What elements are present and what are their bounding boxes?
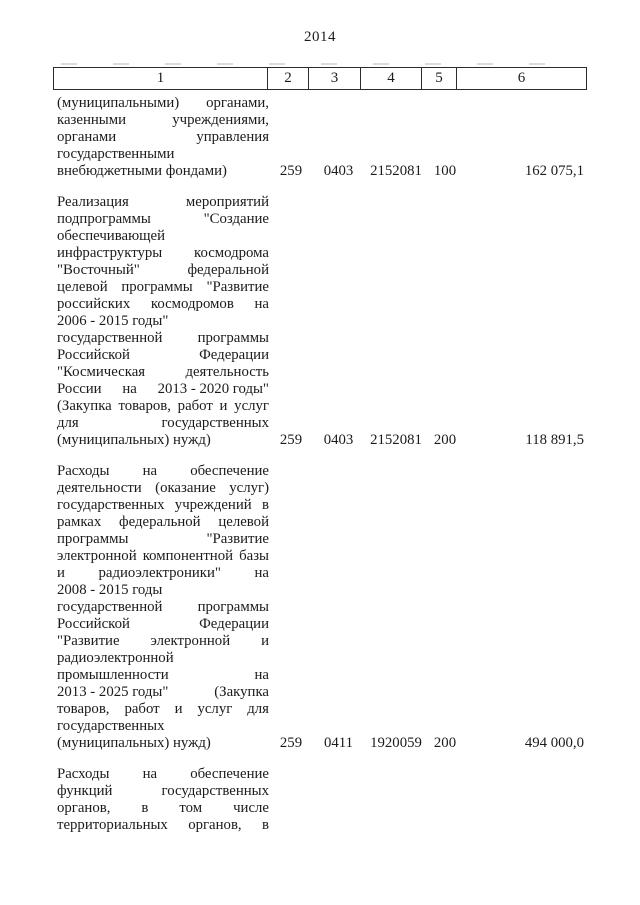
word: Реализация [57, 194, 129, 210]
page-number: 2014 [304, 29, 336, 45]
word: работ [124, 701, 160, 717]
word: государственной [57, 599, 163, 615]
text-line [57, 783, 269, 800]
word: функций [57, 783, 113, 799]
text-line [57, 531, 269, 548]
text-line: внебюджетными фондами) [57, 163, 227, 179]
word: казенными [57, 112, 127, 128]
word: услуг [234, 398, 269, 414]
table-row [53, 463, 587, 752]
program-name-cell [53, 194, 270, 449]
word: российских [57, 296, 131, 312]
header-cell-3: 3 [309, 68, 361, 89]
word: Российской [57, 347, 130, 363]
word: подпрограммы [57, 211, 151, 227]
word: органами [57, 129, 117, 145]
word: 2013 - 2025 годы" [57, 684, 169, 700]
word: федеральной [119, 514, 201, 530]
text-line [57, 364, 269, 381]
text-line [57, 817, 269, 834]
word: для [57, 415, 79, 431]
word: Расходы [57, 463, 110, 479]
word: инфраструктуры [57, 245, 163, 261]
header-cell-1: 1 [54, 68, 268, 89]
word: органов, [57, 800, 111, 816]
text-line: 2006 - 2015 годы" [57, 313, 169, 329]
word: на [142, 766, 158, 782]
word: и [261, 633, 269, 649]
target-article-cell: 2152081 [370, 163, 422, 179]
word: космодрома [194, 245, 269, 261]
text-line [57, 262, 269, 279]
text-line: радиоэлектронной [57, 650, 174, 666]
text-line [57, 347, 269, 364]
word: федеральной [187, 262, 269, 278]
word: и [57, 565, 65, 581]
word: обеспечение [190, 463, 269, 479]
word: базы [239, 548, 269, 564]
word: компонентной [142, 548, 234, 564]
word: учреждениями, [172, 112, 269, 128]
word: органами, [206, 95, 269, 111]
word: работ [177, 398, 213, 414]
word: радиоэлектроники" [98, 565, 221, 581]
word: и [219, 398, 228, 414]
text-line [57, 701, 269, 718]
text-line: государственными [57, 146, 175, 162]
word: Федерации [199, 616, 269, 632]
word: на [254, 667, 269, 683]
text-line [57, 800, 269, 817]
word: мероприятий [185, 194, 269, 210]
program-name-cell [53, 463, 270, 752]
word: целевой [57, 279, 108, 295]
word: и [174, 701, 183, 717]
word: государственных [161, 415, 269, 431]
word: 2013 - 2020 годы" [157, 381, 269, 397]
word: (оказание [155, 480, 216, 496]
word: (муниципальными) [57, 95, 180, 111]
target-article-cell: 1920059 [370, 735, 422, 751]
program-name-cell [53, 95, 270, 180]
table-row [53, 194, 587, 449]
text-line: (муниципальных) нужд) [57, 432, 211, 448]
text-line [57, 667, 269, 684]
text-line [57, 245, 269, 262]
word: числе [233, 800, 269, 816]
grbs-code-cell: 259 [279, 432, 303, 448]
word: "Создание [203, 211, 269, 227]
table-body [53, 95, 587, 834]
word: в [262, 497, 269, 513]
word: "Развитие [206, 279, 269, 295]
word: для [247, 701, 269, 717]
word: товаров, [57, 701, 110, 717]
amount-cell: 494 000,0 [524, 735, 584, 751]
word: органов, [188, 817, 242, 833]
amount-cell: 118 891,5 [525, 432, 584, 448]
word: программы [197, 330, 269, 346]
word: услуг [197, 701, 233, 717]
word: рамках [57, 514, 102, 530]
text-line [57, 463, 269, 480]
text-line [57, 684, 269, 701]
section-code-cell: 0403 [323, 163, 354, 179]
text-line [57, 279, 269, 296]
target-article-cell: 2152081 [370, 432, 422, 448]
text-line [57, 211, 269, 228]
text-line [57, 398, 269, 415]
word: услуг) [229, 480, 269, 496]
text-line [57, 497, 269, 514]
text-line [57, 112, 269, 129]
header-cell-6: 6 [517, 70, 526, 86]
word: территориальных [57, 817, 168, 833]
section-code-cell: 0411 [323, 735, 354, 751]
word: Федерации [199, 347, 269, 363]
word: том [179, 800, 203, 816]
word: электронной [150, 633, 231, 649]
program-name-cell [53, 766, 270, 834]
word: учреждений [174, 497, 252, 513]
word: деятельности [57, 480, 142, 496]
word: "Развитие [206, 531, 269, 547]
word: России [57, 381, 102, 397]
text-line [57, 480, 269, 497]
expense-type-cell: 200 [433, 432, 457, 448]
word: Расходы [57, 766, 110, 782]
word: электронной [57, 548, 137, 564]
word: программы [197, 599, 269, 615]
section-code-cell: 0403 [323, 432, 354, 448]
text-line [57, 129, 269, 146]
word: государственных [57, 497, 165, 513]
expense-type-cell: 200 [433, 735, 457, 751]
table-header-row [53, 67, 587, 90]
amount-cell: 162 075,1 [524, 163, 584, 179]
word: (Закупка [214, 684, 269, 700]
text-line [57, 330, 269, 347]
budget-table [53, 67, 587, 834]
text-line [57, 514, 269, 531]
word: в [141, 800, 149, 816]
word: программы [57, 531, 129, 547]
word: "Развитие [57, 633, 120, 649]
text-line: обеспечивающей [57, 228, 166, 244]
word: Российской [57, 616, 130, 632]
word: на [122, 381, 137, 397]
word: на [142, 463, 158, 479]
text-line [57, 296, 269, 313]
text-line [57, 194, 269, 211]
text-line [57, 633, 269, 650]
text-line: 2008 - 2015 годы [57, 582, 163, 598]
word: "Космическая [57, 364, 146, 380]
text-line [57, 95, 269, 112]
text-line [57, 415, 269, 432]
text-line: (муниципальных) нужд) [57, 735, 211, 751]
word: деятельность [185, 364, 269, 380]
word: космодромов [150, 296, 234, 312]
word: (Закупка [57, 398, 112, 414]
word: товаров, [118, 398, 171, 414]
text-line [57, 548, 269, 565]
header-cell-5: 5 [422, 68, 457, 89]
word: в [261, 817, 269, 833]
grbs-code-cell: 259 [279, 163, 303, 179]
word: государственных [161, 783, 269, 799]
header-cell-4: 4 [361, 68, 422, 89]
text-line [57, 616, 269, 633]
word: целевой [218, 514, 269, 530]
word: на [254, 296, 269, 312]
text-line [57, 766, 269, 783]
word: "Восточный" [57, 262, 140, 278]
text-line: государственных [57, 718, 165, 734]
word: управления [196, 129, 269, 145]
text-line [57, 565, 269, 582]
word: промышленности [57, 667, 169, 683]
word: государственной [57, 330, 163, 346]
word: на [254, 565, 269, 581]
text-line [57, 599, 269, 616]
grbs-code-cell: 259 [279, 735, 303, 751]
expense-type-cell: 100 [433, 163, 457, 179]
word: обеспечение [190, 766, 269, 782]
table-row [53, 95, 587, 180]
word: программы [121, 279, 193, 295]
text-line [57, 381, 269, 398]
table-row [53, 766, 587, 834]
header-cell-2: 2 [268, 68, 309, 89]
